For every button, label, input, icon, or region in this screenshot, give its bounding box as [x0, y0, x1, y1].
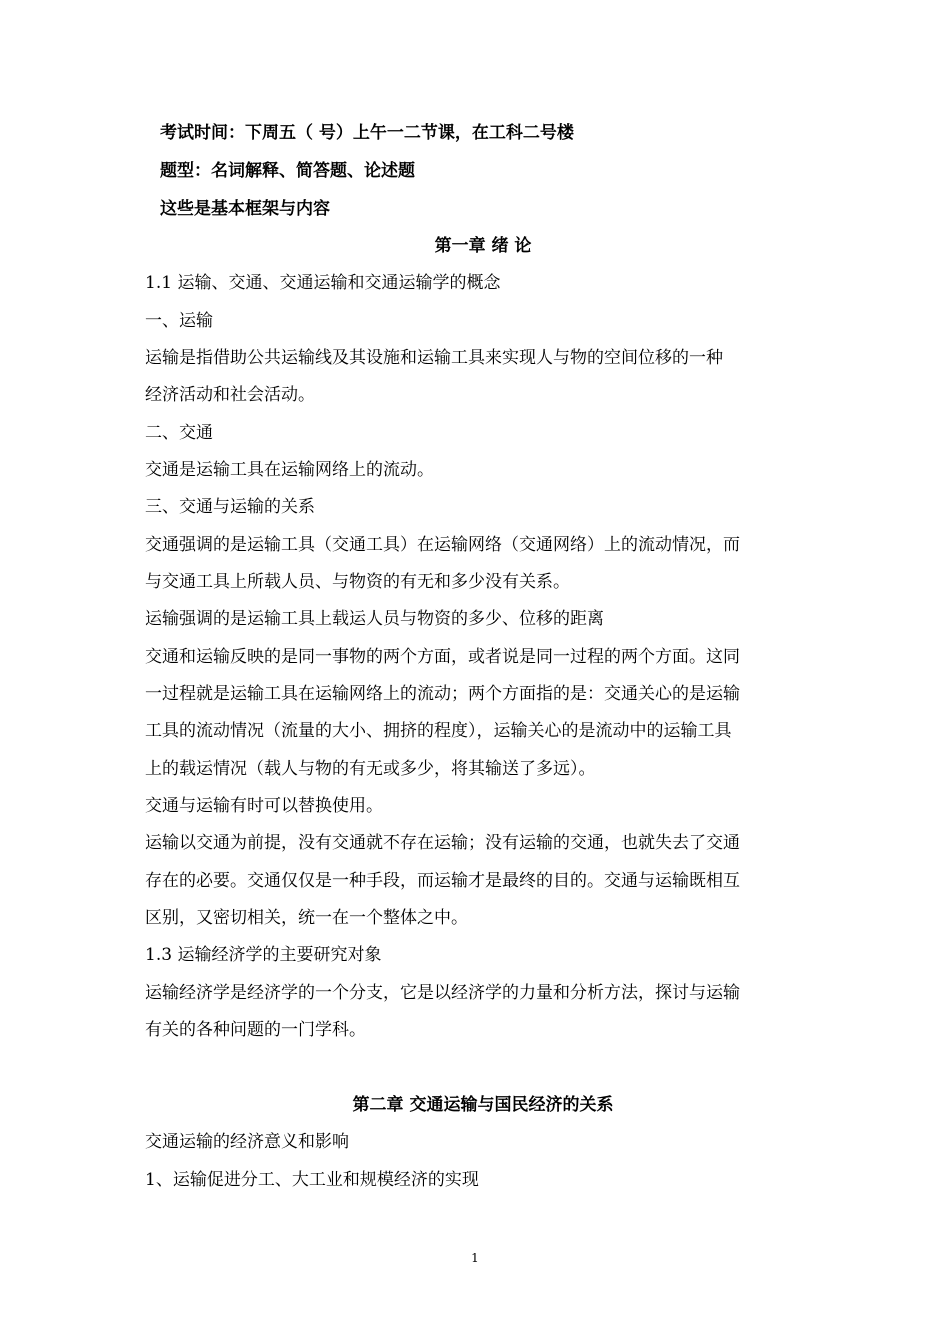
- paragraph-line: 有关的各种问题的一门学科。: [145, 1020, 366, 1040]
- paragraph-line: 1、运输促进分工、大工业和规模经济的实现: [145, 1170, 479, 1190]
- exam-time-line: 考试时间：下周五（ 号）上午一二节课，在工科二号楼: [160, 123, 574, 143]
- paragraph-line: 交通强调的是运输工具（交通工具）在运输网络（交通网络）上的流动情况，而: [145, 535, 740, 555]
- paragraph-line: 上的载运情况（载人与物的有无或多少，将其输送了多远）。: [145, 759, 596, 779]
- paragraph-line: 一过程就是运输工具在运输网络上的流动；两个方面指的是：交通关心的是运输: [145, 684, 740, 704]
- subheading: 一、运输: [145, 311, 213, 331]
- paragraph-line: 运输强调的是运输工具上载运人员与物资的多少、位移的距离: [145, 609, 604, 629]
- subheading: 三、交通与运输的关系: [145, 497, 315, 517]
- paragraph-line: 工具的流动情况（流量的大小、拥挤的程度），运输关心的是流动中的运输工具: [145, 721, 732, 741]
- section-heading: 1.3 运输经济学的主要研究对象: [145, 945, 382, 965]
- chapter1-title: 第一章 绪 论: [434, 236, 532, 256]
- question-types-line: 题型：名词解释、简答题、论述题: [160, 161, 415, 181]
- paragraph-line: 存在的必要。交通仅仅是一种手段，而运输才是最终的目的。交通与运输既相互: [145, 871, 740, 891]
- paragraph-line: 经济活动和社会活动。: [145, 385, 315, 405]
- paragraph-line: 与交通工具上所载人员、与物资的有无和多少没有关系。: [145, 572, 570, 592]
- paragraph-line: 运输经济学是经济学的一个分支，它是以经济学的力量和分析方法，探讨与运输: [145, 983, 740, 1003]
- chapter2-title: 第二章 交通运输与国民经济的关系: [352, 1095, 614, 1115]
- paragraph-line: 区别，又密切相关，统一在一个整体之中。: [145, 908, 468, 928]
- paragraph-line: 交通和运输反映的是同一事物的两个方面，或者说是同一过程的两个方面。这同: [145, 647, 740, 667]
- paragraph-line: 交通与运输有时可以替换使用。: [145, 796, 383, 816]
- subheading: 二、交通: [145, 423, 213, 443]
- paragraph-line: 运输是指借助公共运输线及其设施和运输工具来实现人与物的空间位移的一种: [145, 348, 723, 368]
- framework-note-line: 这些是基本框架与内容: [160, 199, 330, 219]
- page-number: 1: [471, 1251, 479, 1265]
- section-heading: 1.1 运输、交通、交通运输和交通运输学的概念: [145, 273, 501, 293]
- paragraph-line: 运输以交通为前提，没有交通就不存在运输；没有运输的交通，也就失去了交通: [145, 833, 740, 853]
- paragraph-line: 交通是运输工具在运输网络上的流动。: [145, 460, 434, 480]
- paragraph-line: 交通运输的经济意义和影响: [145, 1132, 349, 1152]
